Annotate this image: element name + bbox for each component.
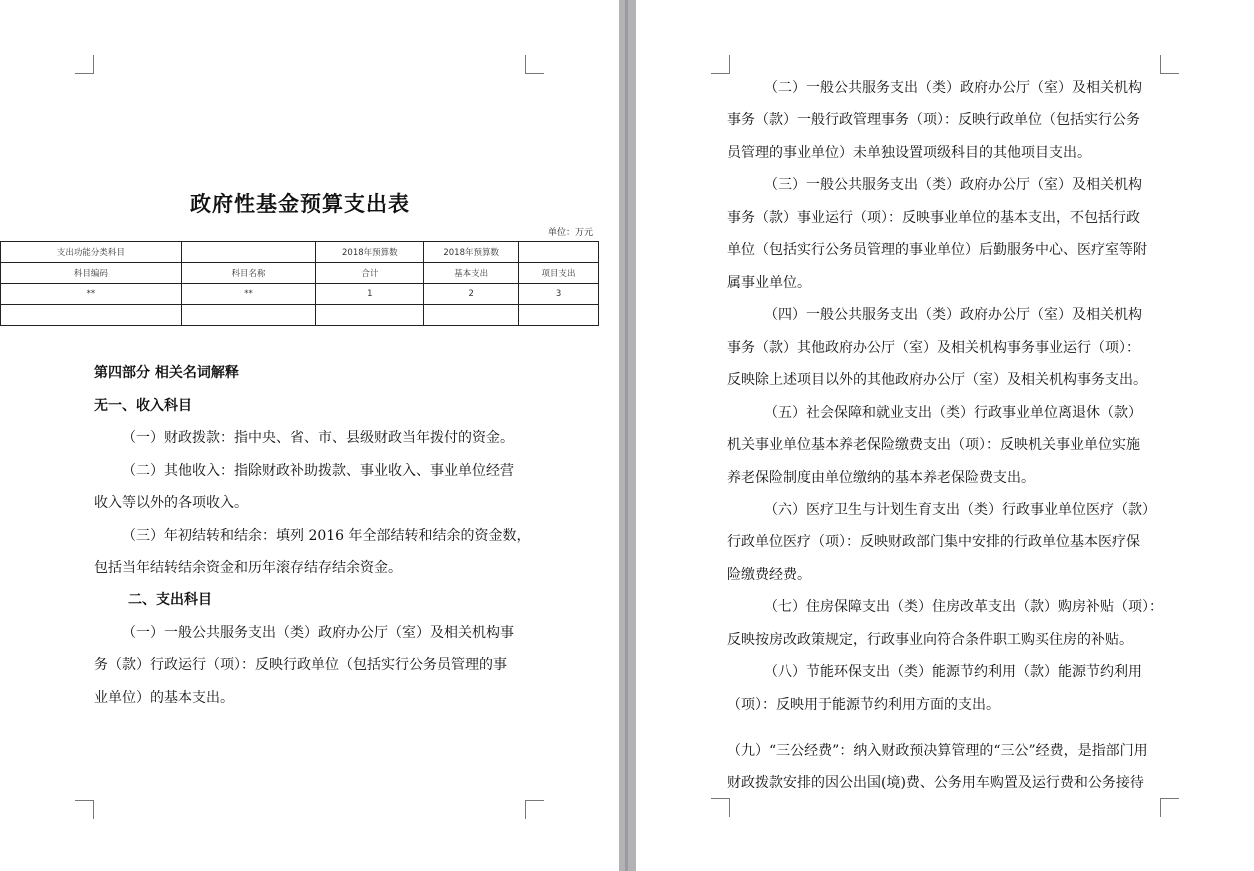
table-row xyxy=(1,284,599,305)
table-header-row xyxy=(1,242,599,263)
page-title: 政府性基金预算支出表 xyxy=(190,191,410,216)
margin-corner-top-right xyxy=(1160,55,1179,74)
table-header-row xyxy=(1,263,599,284)
margin-corner-top-right xyxy=(525,55,544,74)
paragraph-line: （二）其他收入：指除财政补助拨款、事业收入、事业单位经营 xyxy=(122,463,514,479)
paragraph-line: （一）一般公共服务支出（类）政府办公厅（室）及相关机构事 xyxy=(122,625,514,641)
budget-table xyxy=(0,241,599,326)
paragraph-line: 行政单位医疗（项）：反映财政部门集中安排的行政单位基本医疗保 xyxy=(727,534,1140,550)
table-cell xyxy=(181,242,316,263)
paragraph-line: （五）社会保障和就业支出（类）行政事业单位离退休（款） xyxy=(764,405,1142,421)
table-cell: 基本支出 xyxy=(424,263,519,284)
paragraph-line: 反映除上述项目以外的其他政府办公厅（室）及相关机构事务支出。 xyxy=(727,372,1147,388)
margin-corner-bottom-right xyxy=(525,800,544,819)
table-cell: 2018年预算数 xyxy=(316,242,424,263)
paragraph-line: （一）财政拨款：指中央、省、市、县级财政当年拨付的资金。 xyxy=(122,430,514,446)
paragraph-line: 业单位）的基本支出。 xyxy=(94,690,234,706)
paragraph-line: （九）“三公经费”：纳入财政预决算管理的“三公”经费，是指部门用 xyxy=(727,743,1148,759)
unit-label: 单位：万元 xyxy=(547,228,593,238)
document-page-left[interactable] xyxy=(0,0,619,871)
table-cell: 3 xyxy=(519,284,599,305)
table-cell: 科目名称 xyxy=(181,263,316,284)
document-page-right[interactable] xyxy=(636,0,1254,871)
table-cell: 1 xyxy=(316,284,424,305)
income-heading: 无一、收入科目 xyxy=(94,398,192,414)
table-cell: 合计 xyxy=(316,263,424,284)
page-gap-line xyxy=(625,0,628,871)
paragraph-line: 包括当年结转结余资金和历年滚存结存结余资金。 xyxy=(94,560,402,576)
paragraph-line: 事务（款）事业运行（项）：反映事业单位的基本支出，不包括行政 xyxy=(727,210,1140,226)
paragraph-line: 财政拨款安排的因公出国(境)费、公务用车购置及运行费和公务接待 xyxy=(727,775,1144,791)
paragraph-line: 收入等以外的各项收入。 xyxy=(94,495,248,511)
table-cell xyxy=(316,305,424,326)
paragraph-line: 单位（包括实行公务员管理的事业单位）后勤服务中心、医疗室等附 xyxy=(727,242,1147,258)
paragraph-line: 养老保险制度由单位缴纳的基本养老保险费支出。 xyxy=(727,470,1035,486)
table-cell: 2 xyxy=(424,284,519,305)
margin-corner-bottom-left xyxy=(711,798,730,817)
paragraph-line: 员管理的事业单位）未单独设置项级科目的其他项目支出。 xyxy=(727,145,1091,161)
table-cell: 2018年预算数 xyxy=(424,242,519,263)
paragraph-line: 机关事业单位基本养老保险缴费支出（项）：反映机关事业单位实施 xyxy=(727,437,1140,453)
paragraph-line: 属事业单位。 xyxy=(727,275,811,291)
paragraph-line: （三）年初结转和结余：填列 2016 年全部结转和结余的资金数， xyxy=(122,528,531,544)
margin-corner-top-left xyxy=(75,55,94,74)
table-cell xyxy=(424,305,519,326)
paragraph-line: （项）：反映用于能源节约利用方面的支出。 xyxy=(727,697,1000,713)
paragraph-line: 反映按房改政策规定，行政事业向符合条件职工购买住房的补贴。 xyxy=(727,632,1133,648)
paragraph-line: 务（款）行政运行（项）：反映行政单位（包括实行公务员管理的事 xyxy=(94,657,507,673)
table-cell xyxy=(519,242,599,263)
margin-corner-top-left xyxy=(711,55,730,74)
table-cell xyxy=(519,305,599,326)
table-cell xyxy=(1,305,182,326)
paragraph-line: （四）一般公共服务支出（类）政府办公厅（室）及相关机构 xyxy=(764,307,1142,323)
paragraph-line: （八）节能环保支出（类）能源节约利用（款）能源节约利用 xyxy=(764,664,1142,680)
table-cell: ** xyxy=(181,284,316,305)
paragraph-line: 险缴费经费。 xyxy=(727,567,811,583)
margin-corner-bottom-right xyxy=(1160,798,1179,817)
section-heading: 第四部分 相关名词解释 xyxy=(94,365,239,381)
paragraph-line: （三）一般公共服务支出（类）政府办公厅（室）及相关机构 xyxy=(764,177,1142,193)
table-cell: 支出功能分类科目 xyxy=(1,242,182,263)
table-row xyxy=(1,305,599,326)
paragraph-line: （二）一般公共服务支出（类）政府办公厅（室）及相关机构 xyxy=(764,80,1142,96)
paragraph-line: 事务（款）其他政府办公厅（室）及相关机构事务事业运行（项）： xyxy=(727,340,1140,356)
paragraph-line: 事务（款）一般行政管理事务（项）：反映行政单位（包括实行公务 xyxy=(727,112,1140,128)
table-cell: 项目支出 xyxy=(519,263,599,284)
expense-heading: 二、支出科目 xyxy=(128,592,212,608)
paragraph-line: （六）医疗卫生与计划生育支出（类）行政事业单位医疗（款） xyxy=(764,502,1156,518)
table-cell: ** xyxy=(1,284,182,305)
table-cell xyxy=(181,305,316,326)
table-cell: 科目编码 xyxy=(1,263,182,284)
paragraph-line: （七）住房保障支出（类）住房改革支出（款）购房补贴（项）： xyxy=(764,599,1163,615)
margin-corner-bottom-left xyxy=(75,800,94,819)
